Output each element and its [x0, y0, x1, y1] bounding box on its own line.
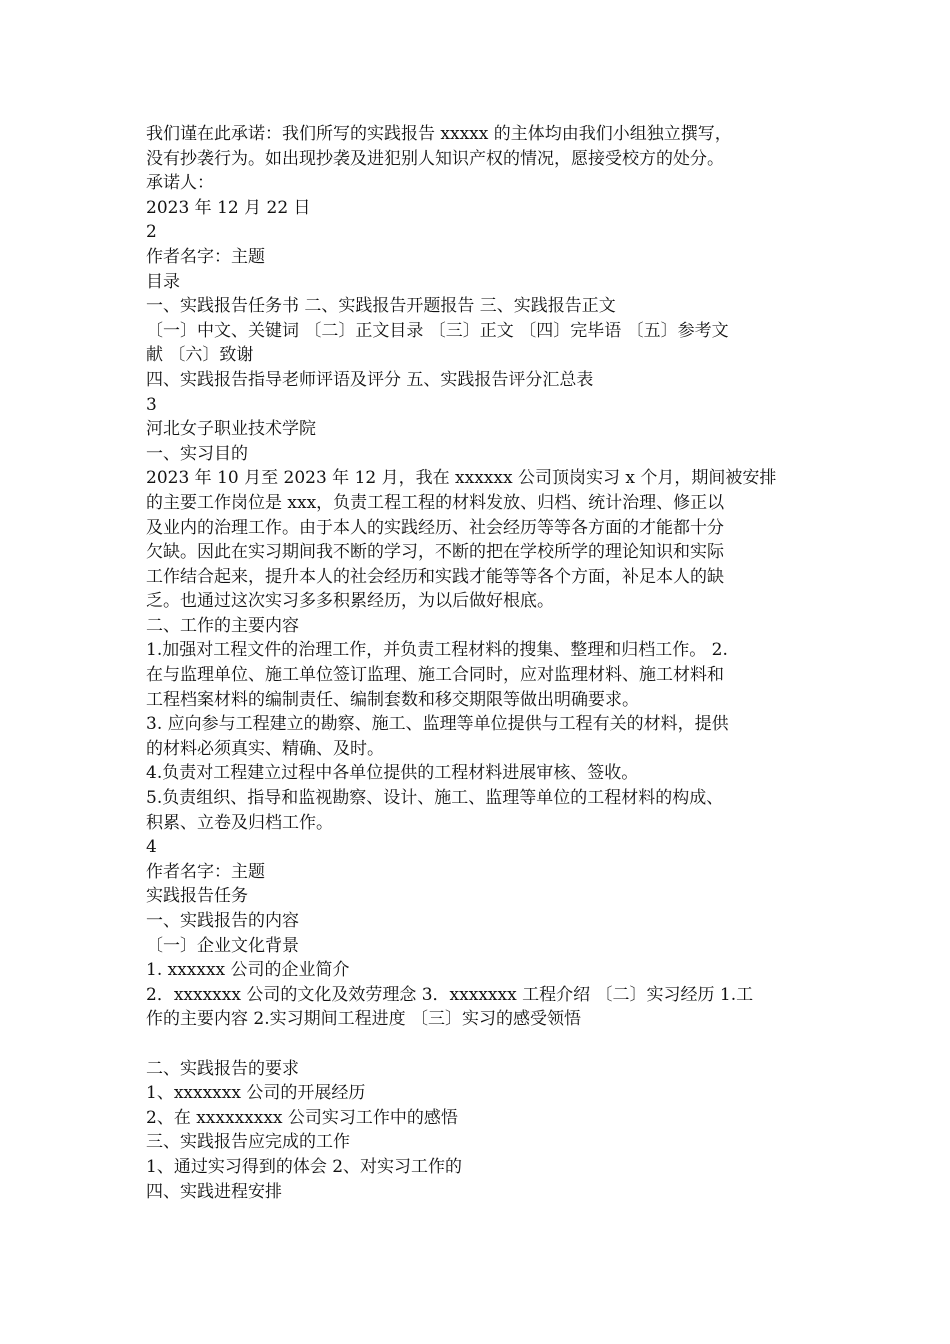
list-item: 1. xxxxxx 公司的企业简介: [146, 960, 350, 981]
list-item: 1、通过实习得到的体会 2、对实习工作的: [146, 1156, 463, 1177]
subsection-heading: 〔一〕企业文化背景: [146, 935, 299, 956]
body-line: 4.负责对工程建立过程中各单位提供的工程材料进展审核、签收。: [146, 763, 639, 784]
toc-line-1: 一、实践报告任务书 二、实践报告开题报告 三、实践报告正文: [146, 296, 616, 317]
pledge-date: 2023 年 12 月 22 日: [146, 197, 311, 218]
list-item: 2、在 xxxxxxxxx 公司实习工作中的感悟: [146, 1107, 458, 1128]
body-line: 及业内的治理工作。由于本人的实践经历、社会经历等等各方面的才能都十分: [146, 517, 724, 538]
page-number: 2: [146, 222, 157, 243]
body-line: 工作结合起来，提升本人的社会经历和实践才能等等各个方面，补足本人的缺: [146, 566, 724, 587]
body-line: 在与监理单位、施工单位签订监理、施工合同时，应对监理材料、施工材料和: [146, 665, 724, 686]
author-header: 作者名字：主题: [146, 246, 265, 267]
body-line: 乏。也通过这次实习多多积累经历，为以后做好根底。: [146, 591, 554, 612]
section-heading: 二、实践报告的要求: [146, 1058, 299, 1079]
body-line: 积累、立卷及归档工作。: [146, 812, 333, 833]
page-number: 3: [146, 394, 157, 415]
task-title: 实践报告任务: [146, 886, 248, 907]
pledge-line-2: 没有抄袭行为。如出现抄袭及进犯别人知识产权的情况，愿接受校方的处分。: [146, 148, 724, 169]
body-line: 1.加强对工程文件的治理工作，并负责工程材料的搜集、整理和归档工作。 2.: [146, 640, 728, 661]
body-line: 的主要工作岗位是 xxx，负责工程工程的材料发放、归档、统计治理、修正以: [146, 492, 725, 513]
toc-line-2: 〔一〕中文、关键词 〔二〕正文目录 〔三〕正文 〔四〕完毕语 〔五〕参考文: [146, 320, 729, 341]
school-name: 河北女子职业技术学院: [146, 419, 316, 440]
section-heading: 四、实践进程安排: [146, 1181, 282, 1202]
body-line: 2023 年 10 月至 2023 年 12 月，我在 xxxxxx 公司顶岗实习 x 个月，期间被安排: [146, 468, 777, 489]
body-line: 工程档案材料的编制责任、编制套数和移交期限等做出明确要求。: [146, 689, 639, 710]
page-number: 4: [146, 837, 157, 858]
body-line: 5.负责组织、指导和监视勘察、设计、施工、监理等单位的工程材料的构成、: [146, 788, 724, 809]
toc-line-3: 献 〔六〕致谢: [146, 345, 254, 366]
pledge-line-1: 我们谨在此承诺：我们所写的实践报告 xxxxx 的主体均由我们小组独立撰写，: [146, 124, 732, 144]
section-heading: 二、工作的主要内容: [146, 615, 299, 636]
body-line: 欠缺。因此在实习期间我不断的学习，不断的把在学校所学的理论知识和实际: [146, 542, 724, 563]
toc-line-4: 四、实践报告指导老师评语及评分 五、实践报告评分汇总表: [146, 369, 594, 390]
body-line: 3. 应向参与工程建立的勘察、施工、监理等单位提供与工程有关的材料，提供: [146, 714, 729, 735]
section-heading: 一、实践报告的内容: [146, 911, 299, 931]
list-item: 作的主要内容 2.实习期间工程进度 〔三〕实习的感受领悟: [146, 1009, 582, 1030]
section-heading: 三、实践报告应完成的工作: [146, 1132, 350, 1153]
document-page: [146, 122, 806, 1204]
list-item: 1、xxxxxxx 公司的开展经历: [146, 1083, 366, 1104]
pledge-signer-label: 承诺人：: [146, 173, 214, 194]
list-item: 2．xxxxxxx 公司的文化及效劳理念 3．xxxxxxx 工程介绍 〔二〕实习经历 1.工: [146, 984, 754, 1005]
toc-title: 目录: [146, 271, 180, 292]
body-line: 的材料必须真实、精确、及时。: [146, 738, 384, 759]
section-heading: 一、实习目的: [146, 443, 248, 464]
blank-line: [146, 1032, 806, 1057]
author-header: 作者名字：主题: [146, 861, 265, 882]
